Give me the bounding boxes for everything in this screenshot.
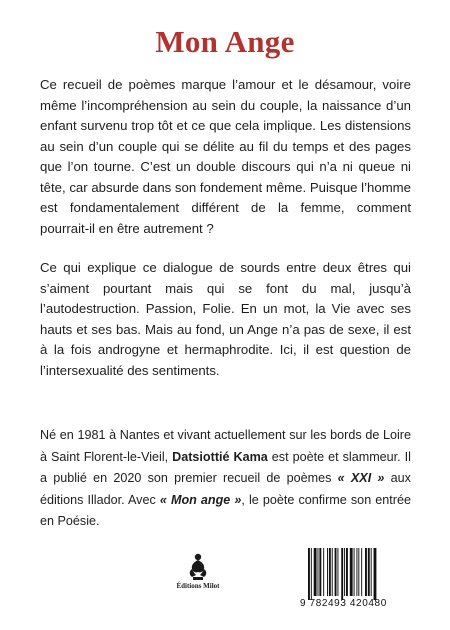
- publisher-emblem-icon: [187, 553, 209, 581]
- this-book-title: « Mon ange »: [159, 492, 242, 507]
- bio-text-2: est poète et slammeur. Il a publié en 2020 son premier recueil de poèmes: [40, 449, 411, 485]
- bio-text-1: Né en 1981 à Nantes et vivant actuellement sur les bords de Loire à Saint Florent-le-Vieil,: [40, 428, 411, 464]
- summary-paragraph-2: Ce qui explique ce dialogue de sourds entre deux êtres qui s’aiment pourtant mais qui se font du mal, jusqu’à l’autodestruction. Passion, Folie. En un mot, la Vie avec ses hauts et ses bas. Mais au fond, un Ange n’a pas de sexe, il est à la fois androgyne et hermaphrodite. Ici, il est question de l’intersexualité des sentiments.: [40, 260, 411, 378]
- bio-text-4: , le poète confirme son entrée en Poésie.: [40, 492, 411, 528]
- barcode-icon: [306, 548, 408, 600]
- publisher-name: Éditions Milot: [176, 582, 220, 590]
- publisher-logo: [168, 553, 228, 590]
- summary-paragraph-1: Ce recueil de poèmes marque l’amour et le désamour, voire même l’incompréhension au sein du couple, la naissance d’un enfant survenu trop tôt et ce que cela implique. Les distensions au sein d’un couple qui se délite au fil du temps et des pages que l’on tourne. C’est un double discours qui n’a ni queue ni tête, car absurde dans son fondement même. Puisque l’homme est fondamentalement différent de la femme, comment pourrait-il en être autrement ?: [40, 77, 411, 236]
- isbn-digits: 9 782493 420480: [300, 598, 387, 609]
- first-book-title: « XXI »: [337, 471, 385, 485]
- author-name: Datsiottié Kama: [172, 449, 268, 464]
- author-bio: [40, 425, 411, 533]
- book-title: Mon Ange: [155, 24, 295, 59]
- bio-text-3: aux éditions Illador. Avec: [40, 471, 411, 507]
